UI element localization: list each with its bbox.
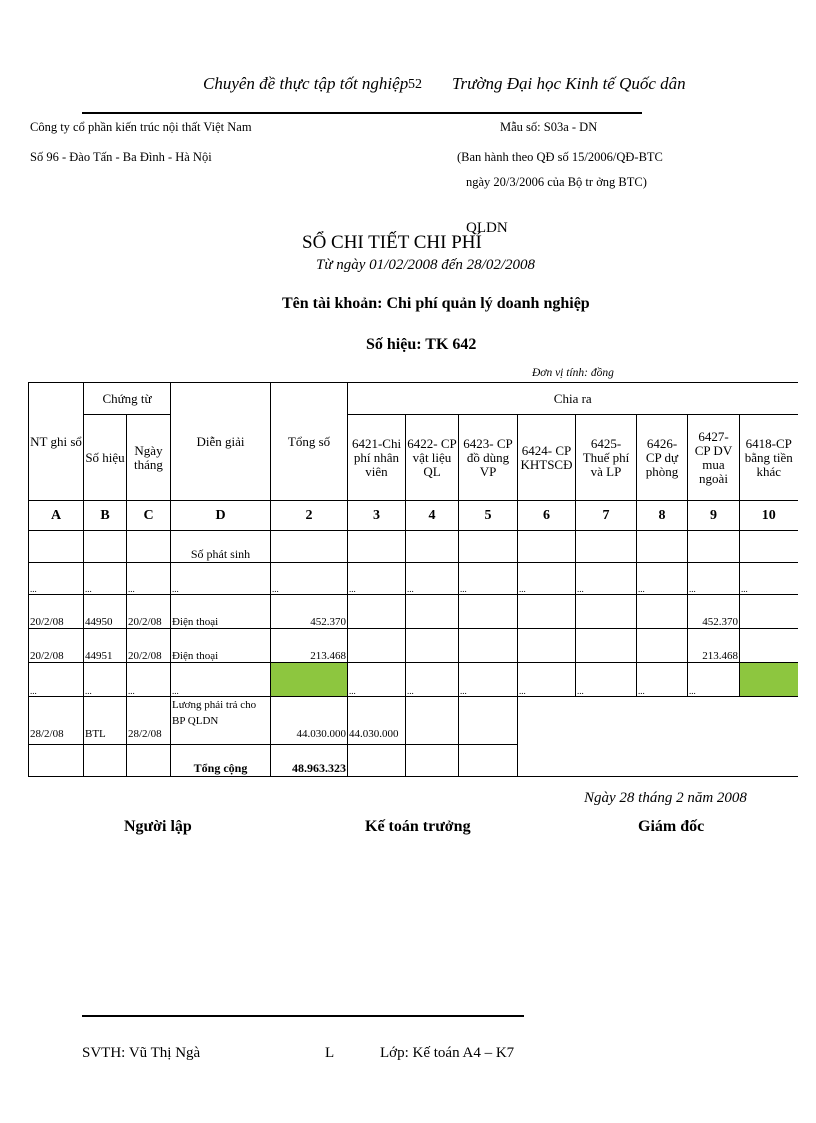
row-voucher-no: 44951 — [84, 629, 127, 663]
row-6421: 44.030.000 — [348, 697, 406, 745]
ellipsis: ... — [637, 563, 688, 595]
col-header-6425: 6425- Thuế phí và LP — [576, 415, 637, 501]
account-name: Tên tài khoản: Chi phí quản lý doanh nghiệp — [282, 295, 590, 312]
col-header-6424: 6424- CP KHTSCĐ — [518, 415, 576, 501]
col-header-voucher-no: Số hiệu — [84, 415, 127, 501]
signer-chief-accountant: Kế toán trưởng — [365, 818, 471, 835]
ellipsis: ... — [348, 663, 406, 697]
col-header-6427: 6427- CP DV mua ngoài — [688, 415, 740, 501]
row-6427: 452.370 — [688, 595, 740, 629]
row-voucher-date: 20/2/08 — [127, 595, 171, 629]
page-number: 52 — [408, 77, 422, 92]
index-cell: 6 — [518, 501, 576, 531]
col-header-6421: 6421-Chi phí nhân viên — [348, 415, 406, 501]
row-voucher-date: 20/2/08 — [127, 629, 171, 663]
col-header-total: Tổng số — [271, 383, 348, 501]
total-label: Tổng cộng — [171, 745, 271, 777]
index-cell: A — [29, 501, 84, 531]
index-cell: B — [84, 501, 127, 531]
col-header-6422: 6422- CP vật liệu QL — [406, 415, 459, 501]
header-rule — [82, 112, 642, 114]
ellipsis: ... — [171, 563, 271, 595]
row-record-date: 28/2/08 — [29, 697, 84, 745]
ledger-title: SỔ CHI TIẾT CHI PHÍ — [302, 232, 482, 253]
currency-unit: Đơn vị tính: đồng — [532, 367, 614, 379]
ellipsis: ... — [576, 663, 637, 697]
row-total: 44.030.000 — [271, 697, 348, 745]
ellipsis: ... — [459, 563, 518, 595]
col-header-split: Chia ra — [348, 383, 798, 415]
footer-mid: L — [325, 1045, 335, 1061]
index-cell: 9 — [688, 501, 740, 531]
ellipsis: ... — [576, 563, 637, 595]
form-code: Mẫu số: S03a - DN — [500, 120, 598, 134]
index-cell: 10 — [740, 501, 798, 531]
ellipsis: ... — [29, 663, 84, 697]
col-header-voucher-date: Ngày tháng — [127, 415, 171, 501]
col-header-6418: 6418-CP bằng tiền khác — [740, 415, 798, 501]
col-header-record-date: NT ghi sổ — [29, 383, 84, 501]
index-cell: 2 — [271, 501, 348, 531]
ellipsis: ... — [271, 563, 348, 595]
ellipsis: ... — [459, 663, 518, 697]
arising-label: Số phát sinh — [171, 531, 271, 563]
ellipsis: ... — [29, 563, 84, 595]
signer-preparer: Người lập — [124, 818, 192, 835]
ellipsis: ... — [518, 663, 576, 697]
row-voucher-no: 44950 — [84, 595, 127, 629]
highlight-cell — [271, 663, 348, 697]
ledger-period: Từ ngày 01/02/2008 đến 28/02/2008 — [316, 257, 536, 273]
ledger-title-suffix: QLDN — [466, 220, 508, 236]
row-record-date: 20/2/08 — [29, 595, 84, 629]
highlight-cell — [740, 663, 798, 697]
index-cell: 8 — [637, 501, 688, 531]
ellipsis: ... — [740, 563, 798, 595]
col-header-6426: 6426- CP dự phòng — [637, 415, 688, 501]
header-right: Trường Đại học Kinh tế Quốc dân — [452, 74, 686, 93]
table-row — [29, 629, 798, 663]
form-issued-2: ngày 20/3/2006 của Bộ tr ởng BTC) — [466, 175, 647, 189]
index-cell: 4 — [406, 501, 459, 531]
ledger-table — [28, 382, 798, 777]
col-header-description: Diễn giải — [171, 383, 271, 501]
index-cell: 3 — [348, 501, 406, 531]
form-issued-1: (Ban hành theo QĐ số 15/2006/QĐ-BTC — [457, 150, 663, 164]
signer-director: Giám đốc — [638, 818, 705, 835]
row-description: Điện thoại — [171, 595, 271, 629]
account-number: Số hiệu: TK 642 — [366, 336, 477, 353]
row-6427: 213.468 — [688, 629, 740, 663]
ellipsis: ... — [406, 663, 459, 697]
col-header-voucher: Chứng từ — [84, 383, 171, 415]
table-row — [29, 595, 798, 629]
row-total: 213.468 — [271, 629, 348, 663]
ellipsis: ... — [518, 563, 576, 595]
header-left: Chuyên đề thực tập tốt nghiệp — [203, 74, 409, 93]
ellipsis: ... — [171, 663, 271, 697]
row-total: 452.370 — [271, 595, 348, 629]
footer-rule — [82, 1015, 524, 1017]
col-header-6423: 6423- CP đồ dùng VP — [459, 415, 518, 501]
total-value: 48.963.323 — [271, 745, 348, 777]
company-name: Công ty cổ phần kiến trúc nội thất Việt Nam — [30, 120, 252, 134]
sign-date: Ngày 28 tháng 2 năm 2008 — [584, 790, 747, 806]
footer-student: SVTH: Vũ Thị Ngà — [82, 1045, 201, 1061]
row-description: Lương phải trả cho BP QLDN — [171, 697, 271, 745]
index-cell: 7 — [576, 501, 637, 531]
ellipsis: ... — [348, 563, 406, 595]
table-row — [29, 697, 798, 745]
ellipsis: ... — [688, 563, 740, 595]
row-voucher-no: BTL — [84, 697, 127, 745]
index-cell: C — [127, 501, 171, 531]
ellipsis: ... — [688, 663, 740, 697]
ellipsis: ... — [127, 563, 171, 595]
ellipsis: ... — [84, 663, 127, 697]
index-cell: 5 — [459, 501, 518, 531]
company-address: Số 96 - Đào Tấn - Ba Đình - Hà Nội — [30, 150, 212, 164]
ellipsis: ... — [637, 663, 688, 697]
ellipsis: ... — [84, 563, 127, 595]
index-cell: D — [171, 501, 271, 531]
ellipsis: ... — [406, 563, 459, 595]
row-record-date: 20/2/08 — [29, 629, 84, 663]
footer-class: Lớp: Kế toán A4 – K7 — [380, 1045, 515, 1061]
ellipsis: ... — [127, 663, 171, 697]
row-voucher-date: 28/2/08 — [127, 697, 171, 745]
row-description: Điện thoại — [171, 629, 271, 663]
